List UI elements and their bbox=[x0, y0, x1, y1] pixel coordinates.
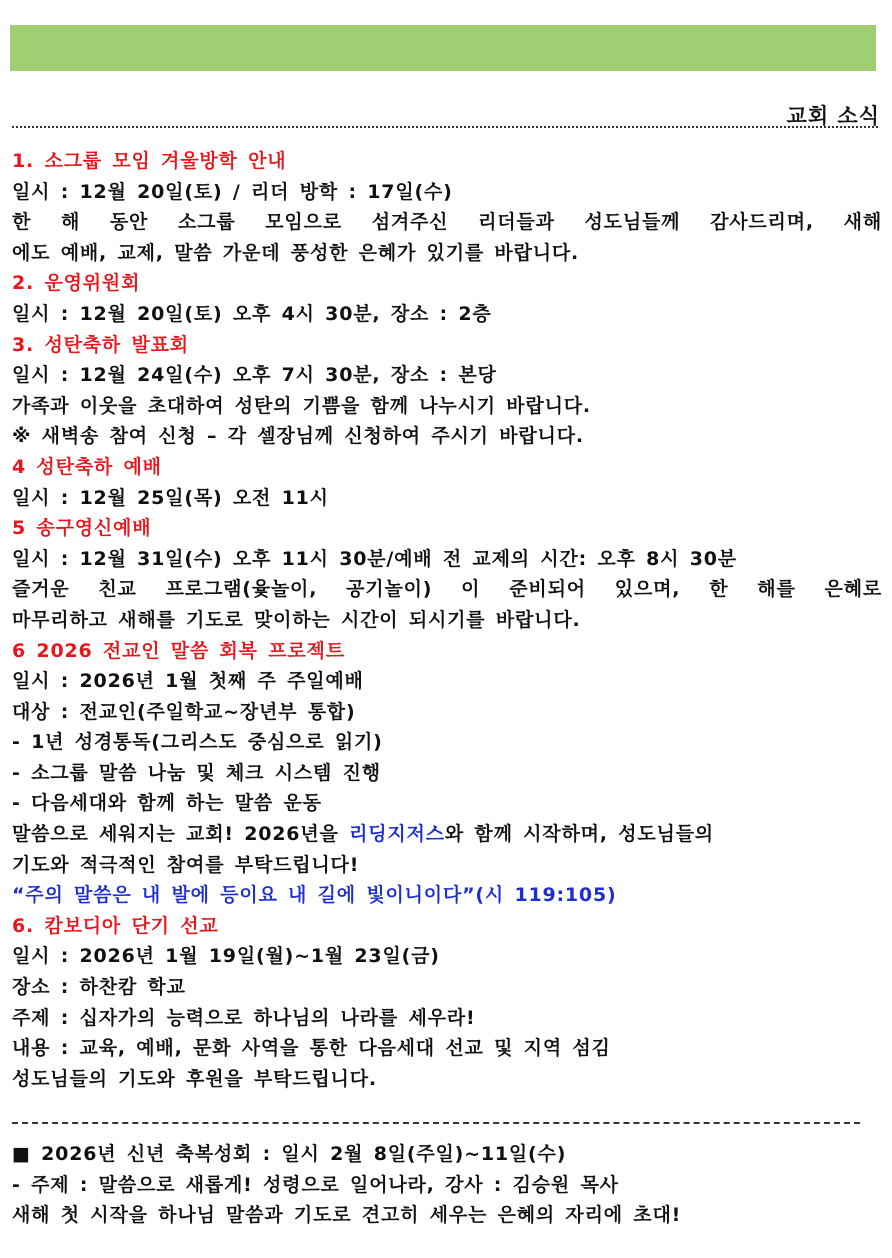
item-2-line: 일시 : 12월 20일(토) 오후 4시 30분, 장소 : 2층 bbox=[12, 302, 492, 325]
bottom-line: - 주제 : 말씀으로 새롭게! 성령으로 일어나라, 강사 : 김승원 목사 bbox=[12, 1173, 619, 1196]
news-list bbox=[12, 146, 882, 1094]
item-6-line: - 소그룹 말씀 나눔 및 체크 시스템 진행 bbox=[12, 761, 381, 784]
bottom-line: 새해 첫 시작을 하나님 말씀과 기도로 견고히 세우는 은혜의 자리에 초대! bbox=[12, 1204, 682, 1227]
item-3-line: 가족과 이웃을 초대하여 성탄의 기쁨을 함께 나누시기 바랍니다. bbox=[12, 394, 591, 417]
mixed-before: 말씀으로 세워지는 교회! 2026년을 bbox=[12, 823, 350, 846]
reading-jesus-highlight: 리딩지저스 bbox=[349, 823, 445, 846]
item-6-line: - 다음세대와 함께 하는 말씀 운동 bbox=[12, 792, 322, 815]
bottom-notice bbox=[12, 1139, 882, 1231]
item-6-title: 6 2026 전교인 말씀 회복 프로젝트 bbox=[12, 639, 345, 662]
dotted-divider bbox=[12, 126, 878, 128]
item-7-line: 내용 : 교육, 예배, 문화 사역을 통한 다음세대 선교 및 지역 섬김 bbox=[12, 1037, 611, 1060]
item-6-mixed-line bbox=[12, 819, 882, 850]
item-3-line: 일시 : 12월 24일(수) 오후 7시 30분, 장소 : 본당 bbox=[12, 364, 497, 387]
section-title: 교회 소식 bbox=[786, 104, 880, 128]
item-5-title: 5 송구영신예배 bbox=[12, 517, 152, 540]
item-7-title: 6. 캄보디아 단기 선교 bbox=[12, 914, 219, 937]
item-7-line: 장소 : 하찬캄 학교 bbox=[12, 976, 186, 999]
item-5-line: 마무리하고 새해를 기도로 맞이하는 시간이 되시기를 바랍니다. bbox=[12, 608, 581, 631]
bottom-line: ■ 2026년 신년 축복성회 : 일시 2월 8일(주일)~11일(수) bbox=[12, 1143, 567, 1165]
dashed-divider bbox=[12, 1122, 860, 1124]
item-1-line: 에도 예배, 교제, 말씀 가운데 풍성한 은혜가 있기를 바랍니다. bbox=[12, 241, 580, 264]
item-1-line: 일시 : 12월 20일(토) / 리더 방학 : 17일(수) bbox=[12, 180, 453, 203]
item-6-line: 기도와 적극적인 참여를 부탁드립니다! bbox=[12, 853, 360, 876]
item-6-line: - 1년 성경통독(그리스도 중심으로 읽기) bbox=[12, 731, 383, 754]
item-7-line: 일시 : 2026년 1월 19일(월)~1월 23일(금) bbox=[12, 945, 440, 968]
scripture-quote: “주의 말씀은 내 발에 등이요 내 길에 빛이니이다”(시 119:105) bbox=[12, 884, 617, 907]
item-3-title: 3. 성탄축하 발표회 bbox=[12, 333, 189, 356]
item-6-line: 대상 : 전교인(주일학교~장년부 통합) bbox=[12, 700, 356, 723]
mixed-after: 와 함께 시작하며, 성도님들의 bbox=[444, 823, 714, 846]
item-1-title: 1. 소그룹 모임 겨울방학 안내 bbox=[12, 150, 287, 172]
item-1-line: 한 해 동안 소그룹 모임으로 섬겨주신 리더들과 성도님들께 감사드리며, 새해 bbox=[12, 211, 882, 234]
header-color-bar bbox=[10, 25, 876, 71]
item-7-line: 주제 : 십자가의 능력으로 하나님의 나라를 세우라! bbox=[12, 1006, 476, 1029]
item-3-line: ※ 새벽송 참여 신청 – 각 셀장님께 신청하여 주시기 바랍니다. bbox=[12, 425, 584, 448]
item-4-title: 4 성탄축하 예배 bbox=[12, 455, 162, 478]
item-6-line: 일시 : 2026년 1월 첫째 주 주일예배 bbox=[12, 670, 364, 693]
item-4-line: 일시 : 12월 25일(목) 오전 11시 bbox=[12, 486, 329, 509]
item-5-line: 즐거운 친교 프로그램(윷놀이, 공기놀이) 이 준비되어 있으며, 한 해를 은혜로 bbox=[12, 578, 882, 601]
item-5-line: 일시 : 12월 31일(수) 오후 11시 30분/예배 전 교제의 시간: 오후 8시 30분 bbox=[12, 547, 737, 570]
item-2-title: 2. 운영위원회 bbox=[12, 272, 141, 295]
item-7-line: 성도님들의 기도와 후원을 부탁드립니다. bbox=[12, 1067, 377, 1090]
